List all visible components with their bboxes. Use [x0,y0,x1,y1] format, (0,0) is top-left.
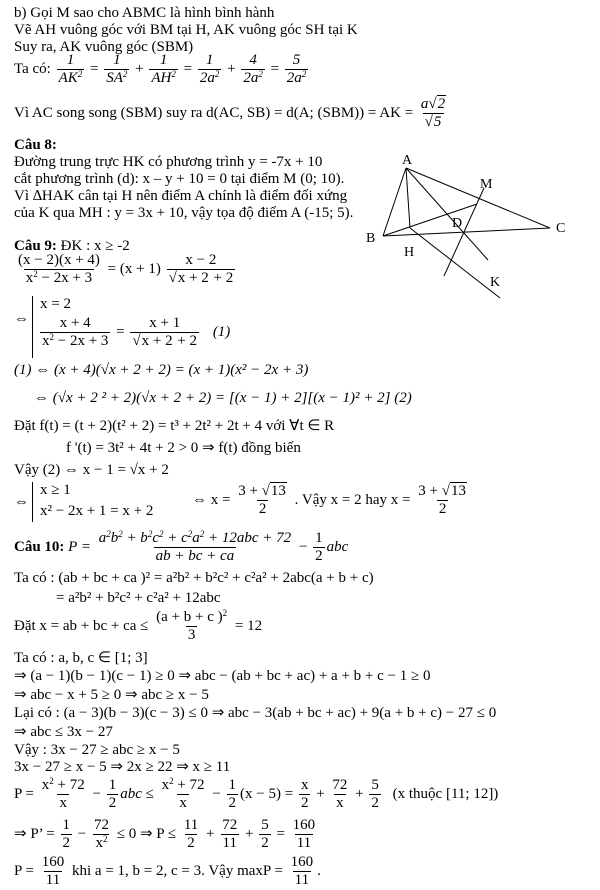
cau10-head: Câu 10: P = $\frac{a^2b^2 + b^2c^2 + c^2a^2 + 12abc + 72}{ab + bc + ca}$ − $\frac{1}{2}$ abc [14,529,349,564]
system2-eq-2: x² − 2x + 1 = x + 2 [40,503,154,519]
label-a: A [402,153,413,168]
dat-x: Đặt x = ab + bc + ca ≤ $\frac{(a + b + c )^2}{3}$ = 12 [14,608,263,643]
equation-1a: (1) ⇔ (x + 4)(√x + 2 + 2) = (x + 1)(x² − 2x + 3) [14,362,309,378]
final-text: khi a = 1, b = 2, c = 3. Vậy maxP = [72,862,283,879]
cau10-title: Câu 10: [14,538,65,555]
inequality-2: ⇒ abc − x + 5 ≥ 0 ⇒ abc ≥ x − 5 [14,687,209,703]
segment-hk [410,228,500,298]
text-line: cắt phương trình (d): x – y + 10 = 0 tại điểm M (0; 10). [14,171,345,187]
text-line: Đường trung trực HK có phương trình y = -7x + 10 [14,154,323,170]
result-text: Vậy x = 2 hay x = [301,491,411,508]
segment-ak [406,168,488,260]
segment-ah [406,168,410,228]
label-1: (1) [212,323,231,340]
system-bracket [32,296,33,358]
ta-co-1b: = a²b² + b²c² + c²a² + 12abc [56,590,221,606]
distance-line: Vì AC song song (SBM) suy ra d(AC, SB) = d(A; (SBM)) = AK = $\frac{a√2}{√5}$ [14,96,446,130]
equation-main: $\frac{(x - 2)(x + 4)}{x^2 - 2x + 3}$ = (x + 1) $\frac{x - 2}{√x + 2 + 2}$ [18,252,234,286]
equation-ak: Ta có: $\frac{1}{AK^2}$ = $\frac{1}{SA^2}$ + $\frac{1}{AH^2}$ = $\frac{1}{2a^2}$ + $\frac{4}{2a^2}$ = $\frac{5}{2a^2}$ [14,52,307,86]
segment-ac [406,168,550,228]
p-bound: P = $\frac{x^2 + 72}{x}$ − $\frac{1}{2}$ abc ≤ $\frac{x^2 + 72}{x}$ − $\frac{1}{2}$ (x − 5) = $\frac{x}{2}$ + $\frac{72}{x}$ + $\frac{5}{2}$ (x thuộc [11; 12]) [14,776,499,811]
label-ta-co: Ta có: [14,60,51,77]
inequality-1: ⇒ (a − 1)(b − 1)(c − 1) ≥ 0 ⇒ abc − (ab + bc + ac) + a + b + c − 1 ≥ 0 [14,668,431,684]
label-b: B [366,231,376,246]
text-line: b) Gọi M sao cho ABMC là hình bình hành [14,5,275,21]
label-c: C [556,221,566,236]
vay-2: Vậy (2) ⇔ x − 1 = √x + 2 [14,462,169,478]
system-eq-1: x = 2 [40,296,71,312]
equiv-symbol-2: ⇔ [14,494,29,510]
x-range: (x thuộc [11; 12]) [392,785,499,802]
dat-x-end: = 12 [234,617,263,634]
text-line: Suy ra, AK vuông góc (SBM) [14,39,194,55]
text-line: Vì ∆HAK cân tại H nên điểm A chính là điểm đối xứng [14,188,348,204]
text-line: Vẽ AH vuông góc với BM tại H, AK vuông góc SH tại K [14,22,358,38]
inequality-6: 3x − 27 ≥ x − 5 ⇒ 2x ≥ 22 ⇒ x ≥ 11 [14,759,231,775]
label-h: H [404,245,415,260]
derivative: f '(t) = 3t² + 4t + 2 > 0 ⇒ f(t) đồng biến [66,440,301,456]
ta-co-2: Ta có : a, b, c ∈ [1; 3] [14,650,148,666]
system2-eq-1: x ≥ 1 [40,482,71,498]
label-d: D [452,216,463,231]
geometry-figure [360,148,590,308]
condition: ĐK : x ≥ -2 [60,238,130,254]
text-line: của K qua MH : y = 3x + 10, vậy tọa độ điểm A (-15; 5). [14,205,354,221]
segment-md [444,188,484,276]
ta-co-1: Ta có : (ab + bc + ca )² = a²b² + b²c² + c²a² + 2abc(a + b + c) [14,570,374,586]
label-k: K [490,275,501,290]
dat-x-text: Đặt x = ab + bc + ca ≤ [14,617,149,634]
inequality-4: ⇒ abc ≤ 3x − 27 [14,724,113,740]
p-derivative: ⇒ P’ = $\frac{1}{2}$ − $\frac{72}{x^2}$ ≤ 0 ⇒ P ≤ $\frac{11}{2}$ + $\frac{72}{11}$ + $\frac{5}{2}$ = $\frac{160}{11}$ [14,817,316,851]
inequality-3: Lại có : (a − 3)(b − 3)(c − 3) ≤ 0 ⇒ abc − 3(ab + bc + ac) + 9(a + b + c) − 27 ≤ 0 [14,705,497,721]
result-line: ⇔ x = $\frac{3 + √13}{2}$ . Vậy x = 2 hay x = $\frac{3 + √13}{2}$ [192,483,466,517]
equation-1b: ⇔ (√x + 2 ² + 2)(√x + 2 + 2) = [(x − 1) + 2][(x − 1)² + 2] (2) [34,390,412,406]
segment-ab [383,168,406,236]
segment-bc [383,228,550,236]
inequality-5: Vậy : 3x − 27 ≥ abc ≥ x − 5 [14,742,180,758]
cau9-title: Câu 9: [14,238,57,254]
cau8-title: Câu 8: [14,137,57,153]
final-answer: P = $\frac{160}{11}$ khi a = 1, b = 2, c = 3. Vậy maxP = $\frac{160}{11}$ . [14,854,321,888]
text-distance: Vì AC song song (SBM) suy ra d(AC, SB) = d(A; (SBM)) = AK = [14,104,414,121]
system-eq-2: $\frac{x + 4}{x^2 - 2x + 3}$ = $\frac{x + 1}{√x + 2 + 2}$ (1) [42,315,231,349]
label-m: M [480,177,493,192]
define-f: Đặt f(t) = (t + 2)(t² + 2) = t³ + 2t² + 2t + 4 với ∀t ∈ R [14,418,335,434]
figure-lines [383,168,550,298]
system2-bracket [32,482,33,522]
equiv-symbol: ⇔ [14,311,29,327]
